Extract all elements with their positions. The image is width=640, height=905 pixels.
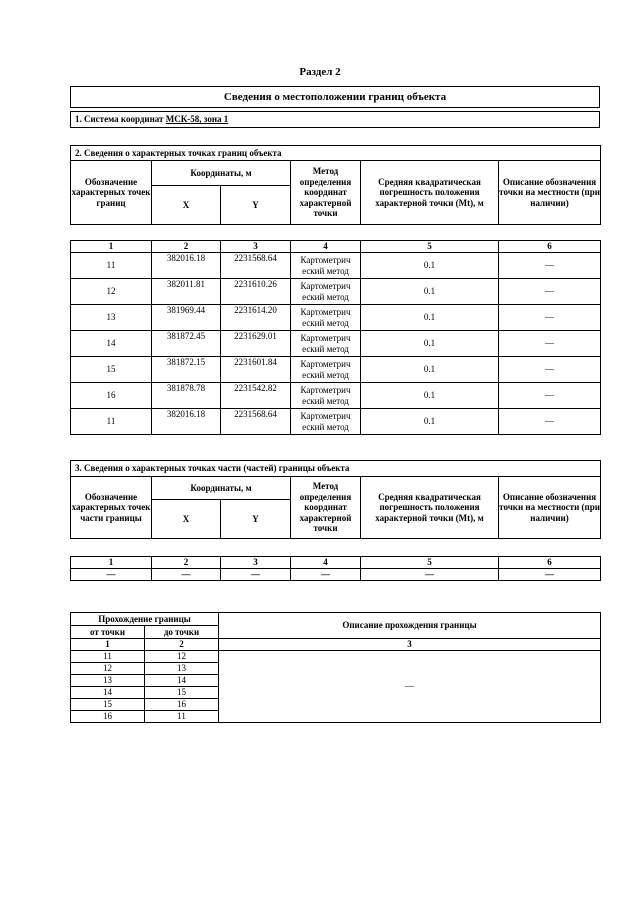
coord-system-value: МСК-58, зона 1 [165,114,229,124]
s2-pt: 16 [71,383,152,409]
s4-num-2: 2 [145,639,219,651]
s2-h-designation: Обозначение характерных точек границ [71,161,152,225]
table-row [71,383,601,409]
s2-data-table [70,240,601,435]
s2-y: 2231568.64 [221,253,291,279]
s2-x: 381969.44 [152,305,221,331]
s2-pt: 11 [71,409,152,435]
s2-method [291,253,361,279]
s3-h-mse: Средняя квадратическая погрешность положения характерной точки (Mt), м [361,477,499,539]
s2-h-coords: Координаты, м [152,161,291,186]
s2-x: 381878.78 [152,383,221,409]
s2-desc: — [499,383,601,409]
s3-h-x: X [152,500,221,539]
coord-system-box [70,111,600,128]
s4-to: 16 [145,699,219,711]
s3-num-1: 1 [71,557,152,569]
s2-desc: — [499,305,601,331]
s4-h-desc: Описание прохождения границы [219,613,601,639]
s2-method [291,409,361,435]
s4-num-1: 1 [71,639,145,651]
s4-desc-value: — [219,651,601,723]
s4-from: 14 [71,687,145,699]
s2-mt: 0.1 [361,279,499,305]
table-row [71,357,601,383]
s2-method [291,279,361,305]
s2-method [291,305,361,331]
s2-num-row [71,241,601,253]
s2-method-line1: Картометрич [300,359,351,369]
s4-from: 11 [71,651,145,663]
s2-y: 2231610.26 [221,279,291,305]
s2-x: 381872.45 [152,331,221,357]
s4-h-from: от точки [71,626,145,639]
s2-method-line1: Картометрич [300,255,351,265]
s2-pt: 12 [71,279,152,305]
s3-num-6: 6 [499,557,601,569]
s2-desc: — [499,279,601,305]
s2-mt: 0.1 [361,305,499,331]
s2-num-4: 4 [291,241,361,253]
table-row [71,569,601,581]
s2-num-1: 1 [71,241,152,253]
s2-num-2: 2 [152,241,221,253]
s2-pt: 14 [71,331,152,357]
section-title: Раздел 2 [299,66,341,78]
s2-method-line2: еский метод [302,291,349,302]
s2-mt: 0.1 [361,357,499,383]
s2-method-line2: еский метод [302,343,349,354]
s4-num-3: 3 [219,639,601,651]
s2-desc: — [499,331,601,357]
s2-method-line1: Картометрич [300,281,351,291]
table-row [71,651,601,663]
s4-from: 15 [71,699,145,711]
table-row [71,409,601,435]
s2-method-line1: Картометрич [300,385,351,395]
s4-h-to: до точки [145,626,219,639]
s2-y: 2231629.01 [221,331,291,357]
s2-pt: 11 [71,253,152,279]
table-row [71,279,601,305]
s2-y: 2231614.20 [221,305,291,331]
s4-h-passage: Прохождение границы [71,613,219,626]
s2-num-3: 3 [221,241,291,253]
s2-mt: 0.1 [361,409,499,435]
s2-h-method: Метод определения координат характерной точки [291,161,361,225]
s2-method-line2: еский метод [302,369,349,380]
s2-method [291,331,361,357]
s2-method-line2: еский метод [302,395,349,406]
s3-h-designation: Обозначение характерных точек части границы [71,477,152,539]
s2-title: 2. Сведения о характерных точках границ объекта [71,146,601,161]
s3-h-coords: Координаты, м [152,477,291,500]
main-heading-box [70,86,600,108]
s2-y: 2231601.84 [221,357,291,383]
s4-to: 13 [145,663,219,675]
s4-from: 13 [71,675,145,687]
s3-title: 3. Сведения о характерных точках части (частей) границы объекта [71,461,601,477]
table-row [71,253,601,279]
s3-cell: — [361,569,499,581]
s2-y: 2231542.82 [221,383,291,409]
s3-cell: — [499,569,601,581]
s2-method-line2: еский метод [302,265,349,276]
s2-h-x: X [152,186,221,225]
s3-num-row [71,557,601,569]
s3-cell: — [291,569,361,581]
s4-to: 12 [145,651,219,663]
s2-num-5: 5 [361,241,499,253]
s2-desc: — [499,409,601,435]
main-heading: Сведения о местоположении границ объекта [223,91,447,103]
s2-mt: 0.1 [361,253,499,279]
s2-method-line1: Картометрич [300,333,351,343]
s4-to: 15 [145,687,219,699]
s3-header-table [70,460,601,539]
s3-num-3: 3 [221,557,291,569]
s2-x: 382011.81 [152,279,221,305]
s3-cell: — [71,569,152,581]
s2-desc: — [499,357,601,383]
s2-x: 381872.15 [152,357,221,383]
s2-h-desc: Описание обозначения точки на местности (при наличии) [499,161,601,225]
s3-cell: — [221,569,291,581]
s3-num-5: 5 [361,557,499,569]
s2-header-table [70,145,601,225]
s4-from: 16 [71,711,145,723]
s3-h-y: Y [221,500,291,539]
s2-pt: 13 [71,305,152,331]
s3-data-table [70,556,601,581]
s4-table [70,612,601,723]
s2-method [291,357,361,383]
s2-h-mse: Средняя квадратическая погрешность положения характерной точки (Mt), м [361,161,499,225]
s2-num-6: 6 [499,241,601,253]
s2-method-line2: еский метод [302,421,349,432]
s4-from: 12 [71,663,145,675]
s3-h-desc: Описание обозначения точки на местности (при наличии) [499,477,601,539]
table-row [71,331,601,357]
s3-h-method: Метод определения координат характерной точки [291,477,361,539]
table-row [71,305,601,331]
coord-system-label: 1. Система координат [75,114,164,124]
s4-to: 11 [145,711,219,723]
s2-x: 382016.18 [152,253,221,279]
s2-mt: 0.1 [361,331,499,357]
s2-method [291,383,361,409]
s2-h-y: Y [221,186,291,225]
s4-to: 14 [145,675,219,687]
s2-method-line1: Картометрич [300,411,351,421]
s2-pt: 15 [71,357,152,383]
s3-num-4: 4 [291,557,361,569]
s2-method-line2: еский метод [302,317,349,328]
s3-num-2: 2 [152,557,221,569]
s2-desc: — [499,253,601,279]
s2-y: 2231568.64 [221,409,291,435]
s2-x: 382016.18 [152,409,221,435]
s3-cell: — [152,569,221,581]
s2-mt: 0.1 [361,383,499,409]
s2-method-line1: Картометрич [300,307,351,317]
